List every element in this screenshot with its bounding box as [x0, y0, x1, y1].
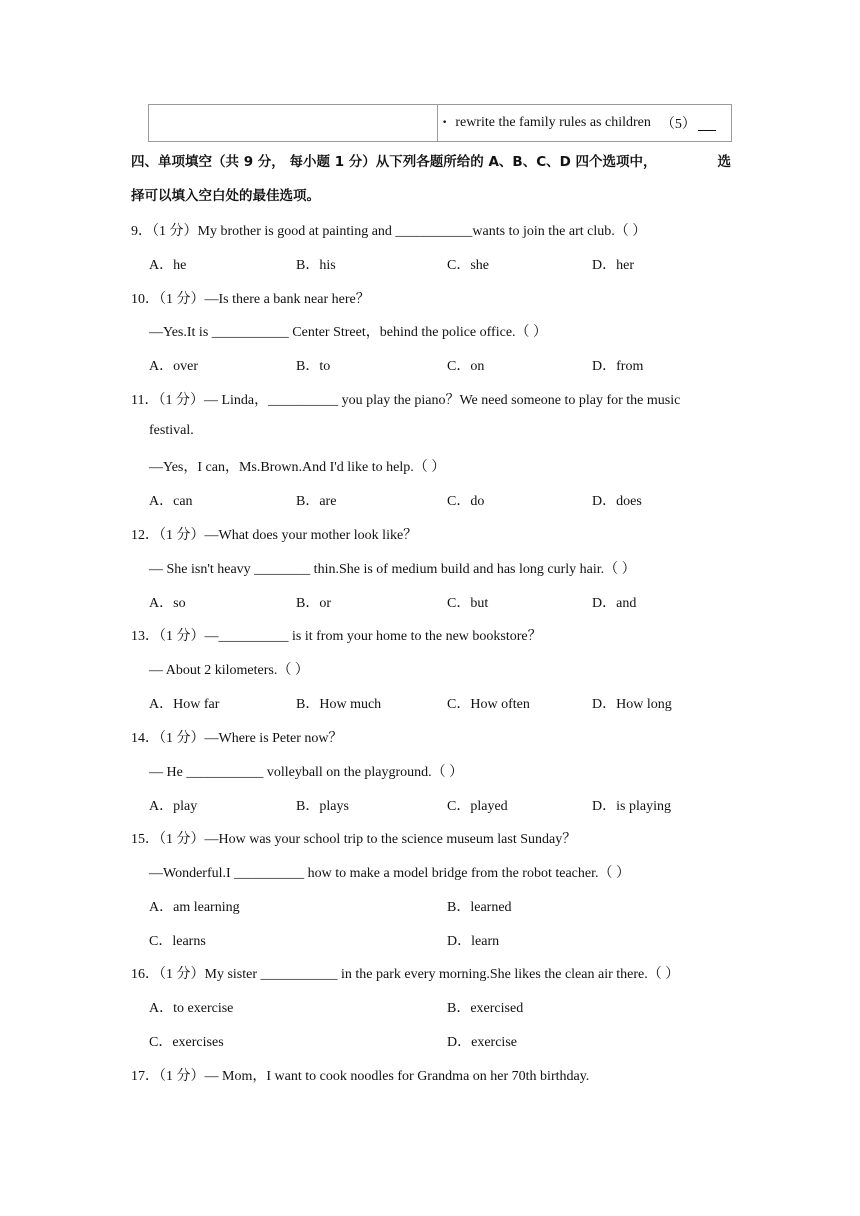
option-b[interactable]: B．to	[296, 359, 331, 374]
answer-blank[interactable]	[698, 116, 716, 131]
option-b[interactable]: B．learned	[447, 900, 512, 915]
question-text: — Linda，__________ you play the piano？We need someone to play for the music	[203, 393, 681, 408]
option-c[interactable]: C．on	[447, 359, 485, 374]
option-d[interactable]: D．learn	[447, 934, 500, 949]
option-a[interactable]: A．so	[149, 596, 186, 611]
question-12-response: — She isn't heavy ________ thin.She is of medium build and has long curly hair.（ ）	[149, 562, 636, 577]
option-a[interactable]: A．play	[149, 799, 198, 814]
question-number: 14．（1 分）	[131, 731, 205, 746]
question-number: 12．（1 分）	[131, 528, 205, 543]
option-c[interactable]: C．she	[447, 258, 490, 273]
option-b[interactable]: B．are	[296, 494, 337, 509]
answer-table	[148, 104, 732, 142]
section-heading-line-2: 择可以填入空白处的最佳选项。	[131, 188, 320, 204]
table-cell-rule	[438, 105, 731, 141]
option-c[interactable]: C．How often	[447, 697, 530, 712]
option-d[interactable]: D．her	[592, 258, 635, 273]
question-17	[131, 1065, 589, 1085]
option-b[interactable]: B．How much	[296, 697, 382, 712]
question-number: 15．（1 分）	[131, 832, 205, 847]
section-heading-line-1	[131, 150, 731, 170]
question-11-continuation: festival.	[149, 423, 194, 438]
option-a[interactable]: A．he	[149, 258, 187, 273]
section-heading-text: 四、单项填空（共 9 分， 每小题 1 分）从下列各题所给的 A、B、C、D 四个选项中，	[131, 154, 657, 170]
question-15	[131, 828, 576, 848]
table-cell-text: rewrite the family rules as children	[455, 115, 651, 130]
option-a[interactable]: A．to exercise	[149, 1001, 234, 1016]
option-d[interactable]: D．from	[592, 359, 644, 374]
question-text: My sister ___________ in the park every morning.She likes the clean air there.（ ）	[204, 967, 680, 982]
option-d[interactable]: D．and	[592, 596, 637, 611]
option-d[interactable]: D．is playing	[592, 799, 671, 814]
question-10-response: —Yes.It is ___________ Center Street，behind the police office.（ ）	[149, 325, 548, 340]
option-d[interactable]: D．does	[592, 494, 642, 509]
question-text: — Mom，I want to cook noodles for Grandma on her 70th birthday.	[204, 1069, 590, 1084]
question-text: —How was your school trip to the science museum last Sunday？	[204, 832, 577, 847]
option-a[interactable]: A．over	[149, 359, 199, 374]
question-number: 13．（1 分）	[131, 629, 205, 644]
option-b[interactable]: B．his	[296, 258, 336, 273]
question-number: 17．（1 分）	[131, 1069, 205, 1084]
option-d[interactable]: D．How long	[592, 697, 672, 712]
option-c[interactable]: C．played	[447, 799, 508, 814]
option-a[interactable]: A．am learning	[149, 900, 240, 915]
question-number: 11．（1 分）	[131, 393, 204, 408]
bullet-icon: •	[442, 118, 448, 128]
question-text: My brother is good at painting and ___________wants to join the art club.（ ）	[197, 224, 647, 239]
table-cell-empty	[149, 105, 438, 141]
question-9	[131, 220, 646, 240]
question-number: 9．（1 分）	[131, 224, 198, 239]
question-13	[131, 625, 542, 645]
question-15-response: —Wonderful.I __________ how to make a model bridge from the robot teacher.（ ）	[149, 866, 630, 881]
question-16	[131, 963, 679, 983]
question-text: —__________ is it from your home to the new bookstore？	[204, 629, 542, 644]
question-number: 10．（1 分）	[131, 292, 205, 307]
option-a[interactable]: A．How far	[149, 697, 220, 712]
option-c[interactable]: C．exercises	[149, 1035, 224, 1050]
question-number: 16．（1 分）	[131, 967, 205, 982]
option-d[interactable]: D．exercise	[447, 1035, 517, 1050]
section-heading-end: 选	[717, 154, 731, 170]
question-10	[131, 288, 370, 308]
question-13-response: — About 2 kilometers.（ ）	[149, 663, 309, 678]
blank-marker: （5）	[660, 117, 696, 132]
question-11	[131, 389, 680, 409]
question-12	[131, 524, 417, 544]
option-b[interactable]: B．or	[296, 596, 332, 611]
question-11-response: —Yes，I can，Ms.Brown.And I'd like to help.（ ）	[149, 460, 446, 475]
option-b[interactable]: B．exercised	[447, 1001, 524, 1016]
option-c[interactable]: C．learns	[149, 934, 206, 949]
question-text: —Where is Peter now？	[204, 731, 343, 746]
option-a[interactable]: A．can	[149, 494, 193, 509]
option-b[interactable]: B．plays	[296, 799, 349, 814]
question-14-response: — He ___________ volleyball on the playground.（ ）	[149, 765, 464, 780]
option-c[interactable]: C．do	[447, 494, 485, 509]
question-text: —Is there a bank near here？	[204, 292, 370, 307]
question-14	[131, 727, 343, 747]
option-c[interactable]: C．but	[447, 596, 489, 611]
question-text: —What does your mother look like？	[204, 528, 418, 543]
